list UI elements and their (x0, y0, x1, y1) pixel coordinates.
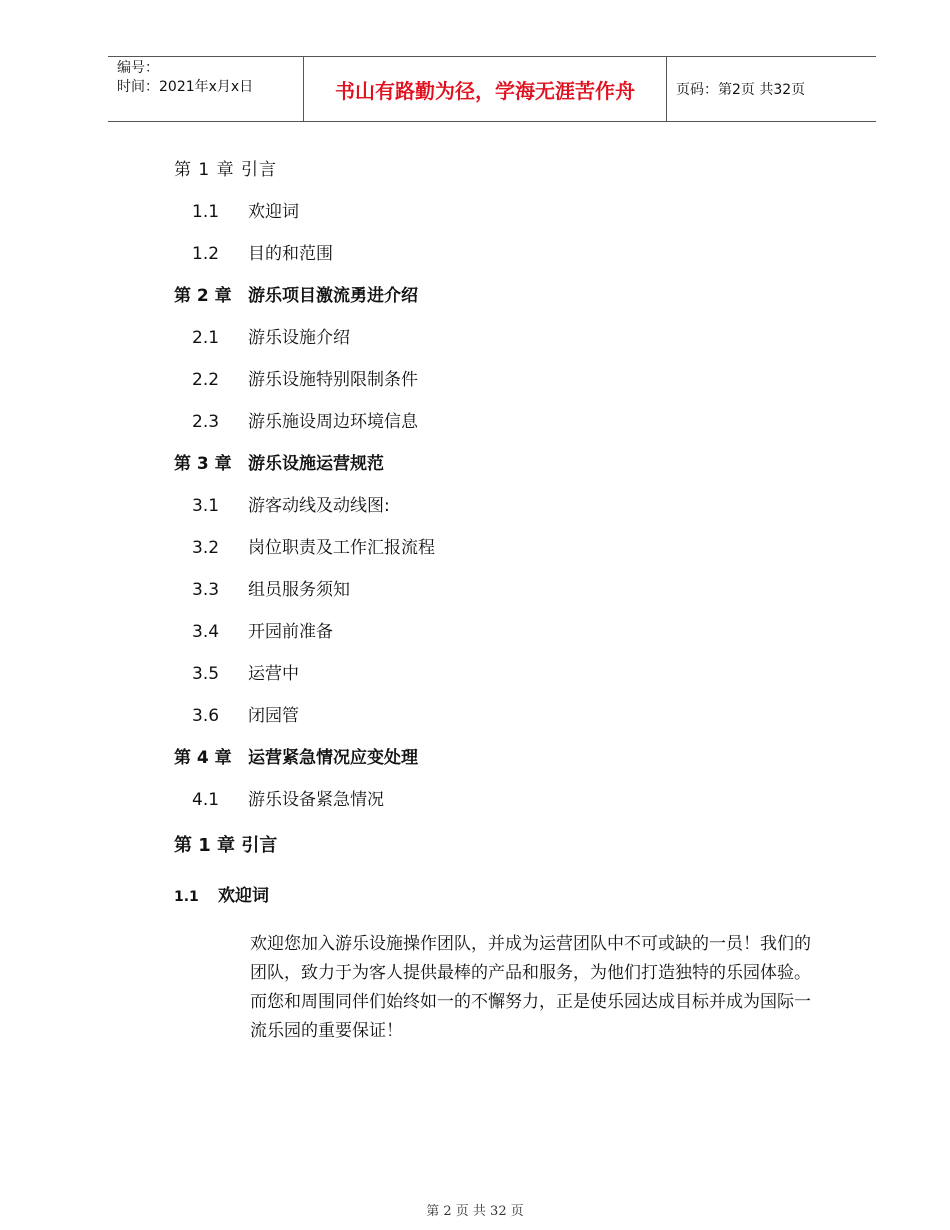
welcome-paragraph: 欢迎您加入游乐设施操作团队，并成为运营团队中不可或缺的一员！我们的团队，致力于为客人提供最棒的产品和服务，为他们打造独特的乐园体验。而您和周围同伴们始终如一的不懈努力，正是使乐园达成目标并成为国际一流乐园的重要保证！ (250, 934, 811, 1041)
chapter-heading: 第 1 章 引言 (174, 835, 278, 856)
header-page-info: 页码：第2页 共32页 (676, 82, 806, 98)
page-footer: 第 2 页 共 32 页 (426, 1204, 524, 1219)
toc-chapter-1[interactable]: 第 1 章 引言 (174, 160, 278, 180)
page-header (108, 56, 876, 122)
header-meta (108, 57, 304, 121)
doc-time-label: 时间：2021年x月x日 (117, 79, 254, 95)
doc-number-label: 编号： (117, 60, 159, 76)
header-motto: 书山有路勤为径，学海无涯苦作舟 (304, 57, 667, 121)
